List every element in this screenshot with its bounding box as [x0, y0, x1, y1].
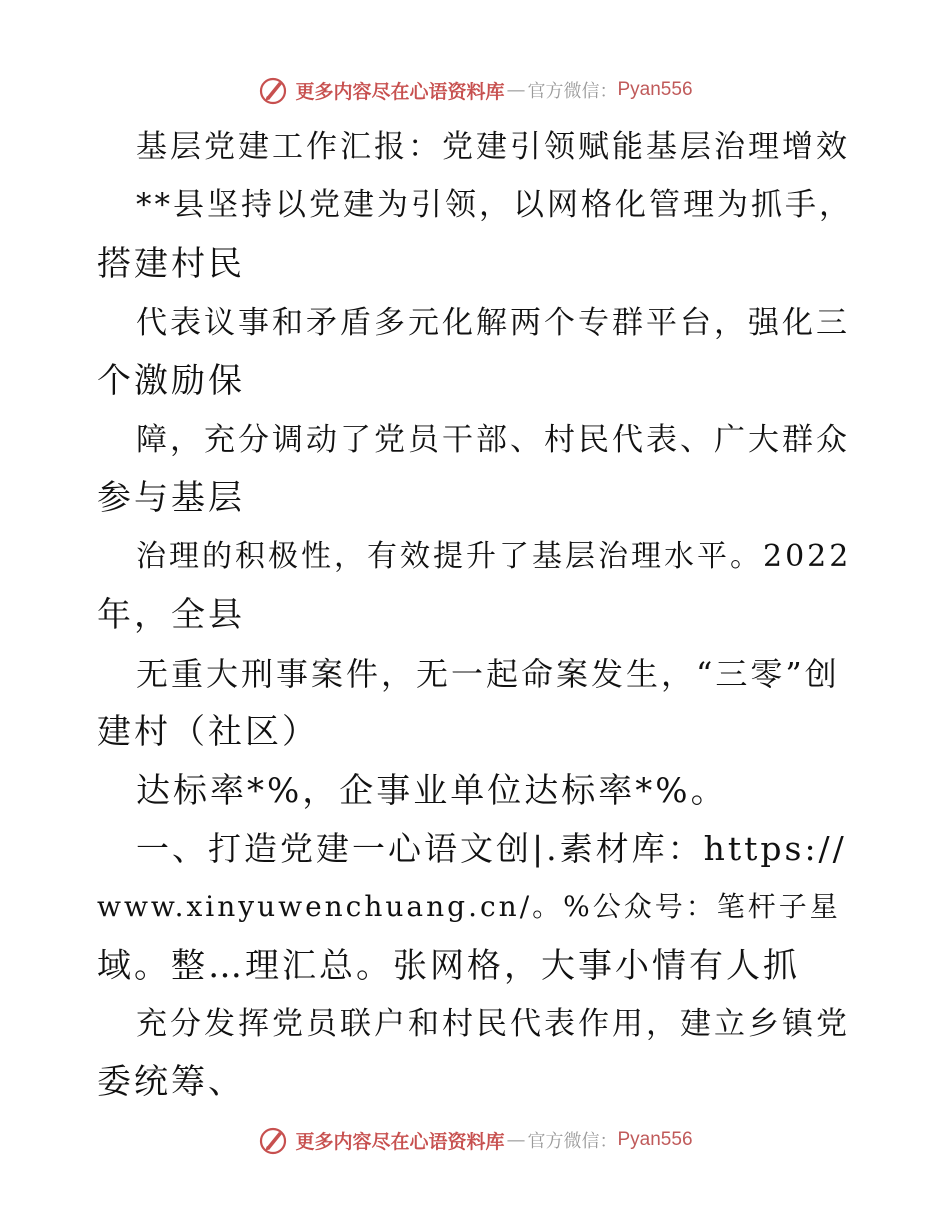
paragraph-line: 障，充分调动了党员干部、村民代表、广大群众 [136, 422, 850, 458]
paragraph-line: 搭建村民 [97, 244, 245, 284]
footer-wechat-handle: Pyan556 [617, 1129, 693, 1150]
footer-brand-text: 更多内容尽在心语资料库 [295, 1130, 505, 1153]
quill-pen-logo-icon [257, 1124, 289, 1156]
paragraph-line: 委统筹、 [97, 1062, 245, 1102]
paragraph-line: 建村（社区） [97, 712, 319, 752]
footer-dash: — [506, 1129, 526, 1151]
header-banner [0, 70, 950, 110]
paragraph-line: 充分发挥党员联户和村民代表作用，建立乡镇党 [136, 1006, 850, 1042]
section-heading: 一、打造党建一心语文创|.素材库：https:// [136, 829, 847, 868]
header-brand-text: 更多内容尽在心语资料库 [295, 80, 505, 103]
document-title: 基层党建工作汇报：党建引领赋能基层治理增效 [136, 129, 850, 165]
paragraph-line: 无重大刑事案件，无一起命案发生，“三零”创 [136, 655, 840, 693]
paragraph-line: 治理的积极性，有效提升了基层治理水平。2022 [136, 539, 852, 574]
paragraph-line: 个激励保 [97, 361, 245, 401]
paragraph-line: 达标率*%，企事业单位达标率*%。 [136, 771, 728, 811]
quill-pen-logo-icon [257, 74, 289, 106]
paragraph-line: 代表议事和矛盾多元化解两个专群平台，强化三 [136, 305, 850, 341]
header-wechat-handle: Pyan556 [617, 79, 693, 100]
footer-banner [0, 1120, 950, 1160]
paragraph-line: 年，全县 [97, 595, 245, 635]
paragraph-line: 域。整…理汇总。张网格，大事小情有人抓 [97, 946, 800, 986]
paragraph-line: www.xinyuwenchuang.cn/。%公众号：笔杆子星 [97, 890, 841, 923]
header-wechat-label: 官方微信： [527, 81, 618, 102]
footer-wechat-label: 官方微信： [527, 1131, 618, 1152]
paragraph-line: **县坚持以党建为引领，以网格化管理为抓手， [136, 187, 853, 223]
header-dash: — [506, 79, 526, 101]
paragraph-line: 参与基层 [97, 478, 245, 518]
